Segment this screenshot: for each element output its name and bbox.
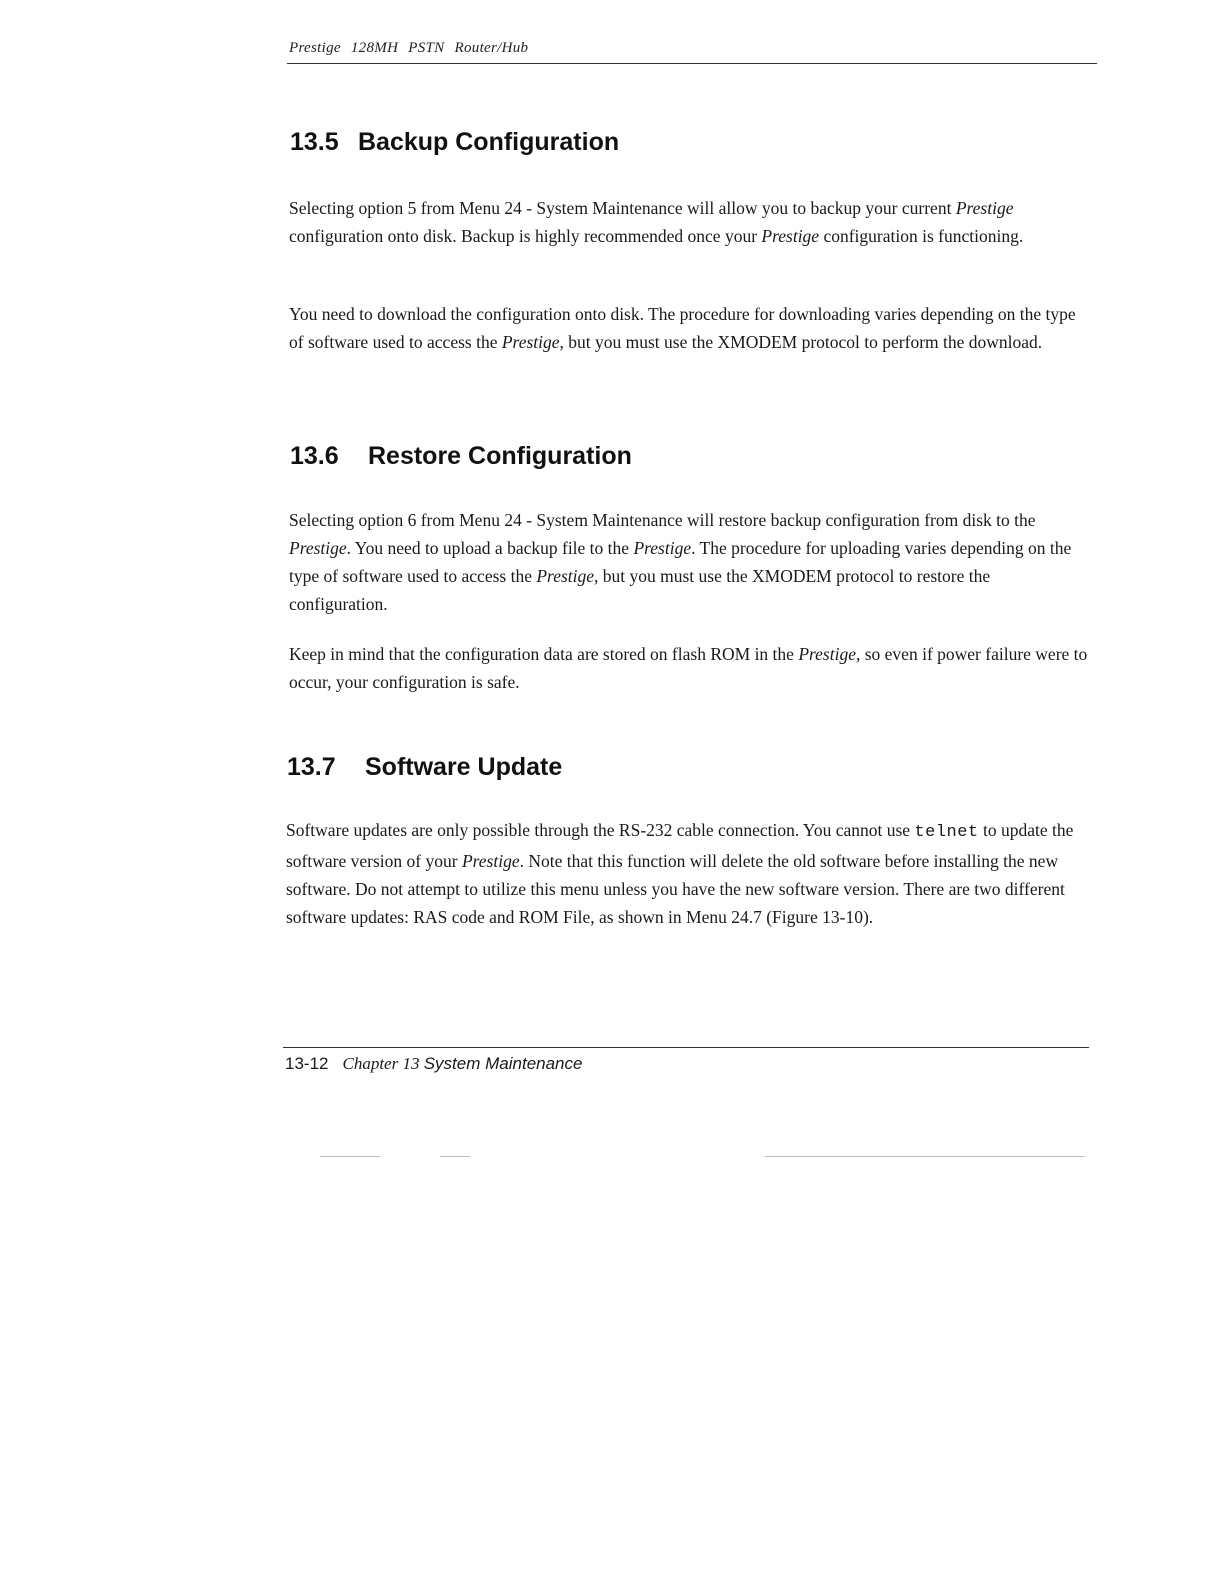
restore-paragraph-2 <box>289 640 1089 696</box>
product-name: Prestige <box>798 644 856 664</box>
text-run: . Note that this function will delete the old software before installing the new software. Do not attempt to utilize this menu unless you have the new software version. There are two different software updates: RAS code and ROM File, as shown in Menu 24.7 (Figure 13-10). <box>286 851 1065 927</box>
section-number: 13.7 <box>287 753 336 781</box>
footer-divider <box>283 1047 1089 1048</box>
product-name: Prestige <box>289 538 347 558</box>
text-run: , but you must use the XMODEM protocol to restore the configuration. <box>289 566 991 614</box>
section-heading-restore <box>290 442 632 471</box>
section-title: Software Update <box>365 753 563 781</box>
text-run: Selecting option 6 from Menu 24 - System Maintenance will restore backup configuration from disk to the <box>289 510 1036 530</box>
text-run: . You need to upload a backup file to the <box>346 538 634 558</box>
backup-paragraph-2 <box>289 300 1089 356</box>
running-header: Prestige 128MH PSTN Router/Hub <box>289 40 529 56</box>
chapter-label: Chapter 13 <box>342 1054 420 1073</box>
text-run: , but you must use the XMODEM protocol to perform the download. <box>559 332 1043 352</box>
restore-paragraph-1 <box>289 506 1089 618</box>
text-run: Selecting option 5 from Menu 24 - System Maintenance will allow you to backup your current <box>289 198 956 218</box>
section-number: 13.5 <box>290 128 339 156</box>
product-name: Prestige <box>501 332 560 352</box>
section-title: Restore Configuration <box>368 442 632 470</box>
text-run: to update the software version of your <box>286 820 1074 871</box>
text-run: , so even if power failure were to occur, your configuration is safe. <box>289 644 1088 692</box>
scan-artifact-line <box>300 1156 1100 1160</box>
page-number: 13-12 <box>285 1054 329 1073</box>
product-name: Prestige <box>536 566 595 586</box>
text-run: . The procedure for uploading varies depending on the type of software used to access the <box>289 538 1072 586</box>
product-name: Prestige <box>633 538 692 558</box>
section-heading-software-update <box>287 753 562 782</box>
text-run: Keep in mind that the configuration data are stored on flash ROM in the <box>289 644 799 664</box>
product-name: Prestige <box>461 851 520 871</box>
backup-paragraph-1 <box>289 194 1089 250</box>
product-name: Prestige <box>955 198 1014 218</box>
text-run: You need to download the configuration onto disk. The procedure for downloading varies depending on the type of software used to access the <box>289 304 1076 352</box>
product-name: Prestige <box>761 226 820 246</box>
text-run: configuration onto disk. Backup is highly recommended once your <box>289 226 762 246</box>
section-title: Backup Configuration <box>358 128 620 156</box>
text-run: configuration is functioning. <box>819 226 1024 246</box>
software-update-paragraph <box>286 816 1086 931</box>
section-number: 13.6 <box>290 442 339 470</box>
chapter-title: System Maintenance <box>423 1054 583 1073</box>
header-divider <box>287 63 1097 64</box>
telnet-command: telnet <box>914 823 979 842</box>
page-footer <box>285 1054 582 1074</box>
section-heading-backup <box>290 128 619 157</box>
text-run: Software updates are only possible through the RS-232 cable connection. You cannot use <box>286 820 915 840</box>
